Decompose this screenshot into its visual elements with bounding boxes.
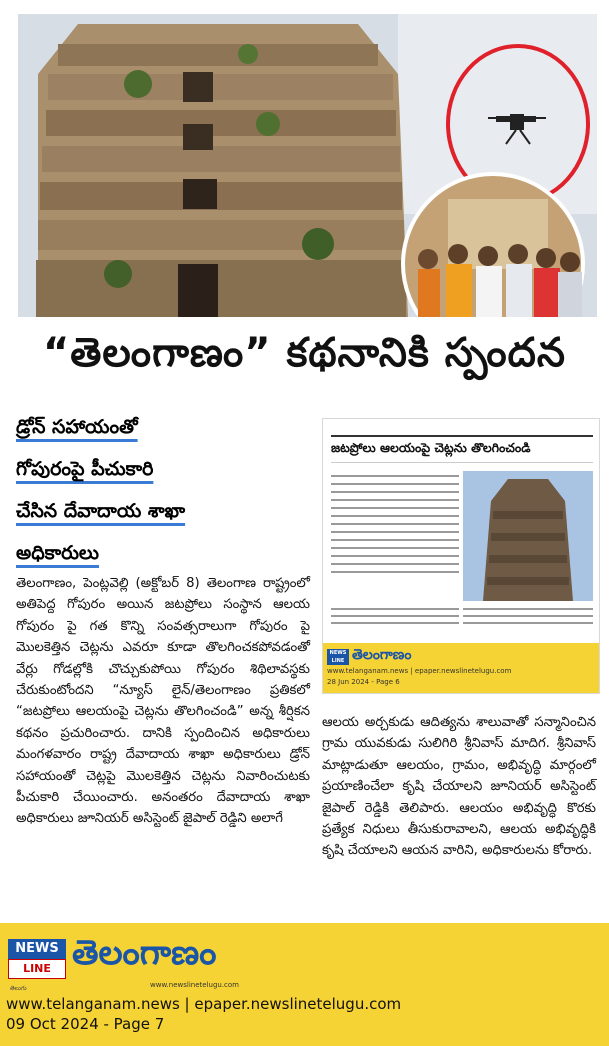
newsline-logo — [8, 939, 66, 981]
subheadline-line-2: గోపురంపై పీచుకారి — [16, 458, 154, 480]
footer-date-line: 09 Oct 2024 - Page 7 — [6, 1015, 165, 1033]
subheadline-line-3: చేసిన దేవాదాయ శాఖా — [16, 500, 186, 522]
temple-photo — [18, 14, 597, 317]
footer-url-line: www.telanganam.news | epaper.newslinetelugu.com — [6, 995, 402, 1013]
temple-illustration — [18, 14, 597, 317]
main-headline: “తెలంగాణం” కథనానికి స్పందన — [43, 330, 566, 376]
clipping-caption-lines — [463, 605, 593, 629]
clipping-footer-band — [323, 643, 599, 693]
clipping-logo-news: NEWS LINE — [327, 649, 349, 665]
telanganam-logo-title: తెలంగాణం — [72, 933, 217, 973]
clipping-temple-photo — [463, 471, 593, 601]
logo-line-text: LINE — [8, 959, 66, 979]
article-paragraph-left: తెలంగాణం, పెంట్లవెల్లి (అక్టోబర్ 8) తెలంగాణ రాష్ట్రంలో అతిపెద్ద గోపురం అయిన జటప్రోలు సంస్థాన ఆలయ గోపురం పై గత కొన్ని సంవత్సరాలుగా గోపురం పై మొలకెత్తిన చెట్లను ఎవరూ కూడా తొలగించకపోవడంతో వేర్లు గోడల్లోకి చొచ్చుకుపోయి గోపురం శిథిలావస్థకు చేరుకుంటోందని “న్యూస్ లైన్/తెలంగాణం ప్రతికలో “జటప్రోలు ఆలయంపై చెట్లను తొలగించండి” అన్న శీర్షికన కథనం ప్రచురించారు. దానికి స్పందించిన అధికారులు మంగళవారం రాష్ట్ర దేవాదాయ శాఖా అధికారులు డ్రోన్ సహాయంతో చెట్లపై మొలకెత్తిన చెట్లను నివారించుటకు పీచుకారి చేయించారు. అనంతరం దేవాదాయ శాఖా అధికారులు జూనియర్ అసిస్టెంట్ జైపాల్ రెడ్డిని అలాగే — [16, 576, 310, 827]
logo-news-text: NEWS — [8, 939, 66, 959]
article-body-right — [322, 712, 596, 862]
logo-tagline: తెలుగు — [10, 985, 27, 992]
subheadline-line-1: డ్రోన్ సహాయంతో — [16, 416, 138, 438]
clipping-logo-title: తెలంగాణం — [352, 647, 412, 663]
clipping-date: 28 Jun 2024 - Page 6 — [327, 678, 400, 686]
subheadline-block — [16, 406, 316, 574]
article-body-left — [16, 573, 310, 830]
subheadline-line-4: అధికారులు — [16, 542, 99, 564]
article-paragraph-right: ఆలయ అర్చకుడు ఆదిత్యను శాలువాతో సన్మానించిన గ్రామ యువకుడు సులిగిరి శ్రీనివాస్ మాదిగ. శ్రీనివాస్ మాట్లాడుతూ ఆలయం, గ్రామం, అభివృద్ధి మార్గంలో ప్రయాణించేలా కృషి చేయాలని జూనియర్ అసిస్టెంట్ జైపాల్ రెడ్డికి తెలిపారు. ఆలయం అభివృద్ధి కొరకు ప్రత్యేక నిధులు తీసుకురావాలని, ఆలయ అభివృద్ధికి కృషి చేయాలని ఆయన వారిని, అధికారులను కోరారు. — [322, 715, 596, 859]
clipping-url: www.telanganam.news | epaper.newslinetelugu.com — [327, 667, 512, 675]
footer-band — [0, 923, 609, 1046]
clipping-text-lines — [331, 471, 459, 601]
previous-article-clipping — [322, 418, 600, 694]
clipping-logo — [327, 647, 411, 666]
clipping-text-lines-2 — [331, 605, 459, 629]
clipping-headline: జటప్రోలు ఆలయంపై చెట్లను తొలగించండి — [331, 435, 593, 463]
logo-small-url: www.newslinetelugu.com — [150, 981, 239, 989]
